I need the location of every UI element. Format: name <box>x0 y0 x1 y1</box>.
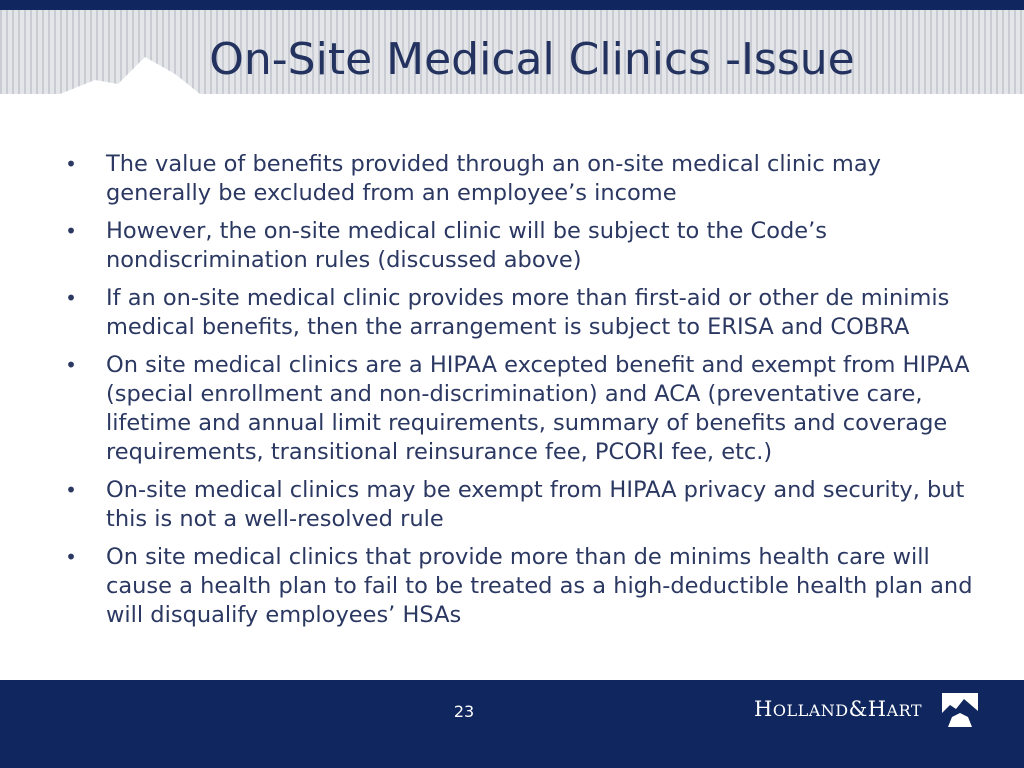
bullet-text: On-site medical clinics may be exempt from HIPAA privacy and security, but this is not a well-resolved rule <box>106 477 965 532</box>
top-bar <box>0 0 1024 10</box>
bullet-text: If an on-site medical clinic provides more than first-aid or other de minimis medical benefits, then the arrangement is subject to ERISA and COBRA <box>106 285 950 340</box>
list-item <box>64 217 974 275</box>
list-item <box>64 351 974 467</box>
list-item <box>64 543 974 630</box>
bullet-list <box>64 150 974 639</box>
slide-title: On-Site Medical Clinics -Issue <box>209 34 855 85</box>
logo-letter: H <box>754 697 773 721</box>
firm-logo-text <box>754 697 922 721</box>
footer-bar <box>0 680 1024 768</box>
bullet-text: The value of benefits provided through an on-site medical clinic may generally be excluded from an employee’s income <box>106 151 881 206</box>
page-number: 23 <box>453 702 475 721</box>
bullet-icon: • <box>65 545 77 569</box>
bullet-icon: • <box>65 478 77 502</box>
bullet-text: On site medical clinics that provide more than de minims health care will cause a health plan to fail to be treated as a high-deductible health plan and will disqualify employees’ HSAs <box>106 544 973 628</box>
mountain-logo-icon <box>942 693 982 729</box>
list-item <box>64 150 974 208</box>
list-item <box>64 476 974 534</box>
bullet-text: However, the on-site medical clinic will be subject to the Code’s nondiscrimination rules (discussed above) <box>106 218 827 273</box>
logo-ampersand: & <box>848 697 868 721</box>
logo-letter: H <box>867 697 887 721</box>
logo-letters: ART <box>886 701 923 720</box>
bullet-icon: • <box>65 286 77 310</box>
logo-letters: OLLAND <box>772 701 849 720</box>
list-item <box>64 284 974 342</box>
bullet-icon: • <box>65 353 77 377</box>
bullet-icon: • <box>65 219 77 243</box>
bullet-text: On site medical clinics are a HIPAA excepted benefit and exempt from HIPAA (special enrollment and non-discrimination) and ACA (preventative care, lifetime and annual limit requirements, summary of benefits and coverage requirements, transitional reinsurance fee, PCORI fee, etc.) <box>106 352 970 465</box>
bullet-icon: • <box>65 152 77 176</box>
